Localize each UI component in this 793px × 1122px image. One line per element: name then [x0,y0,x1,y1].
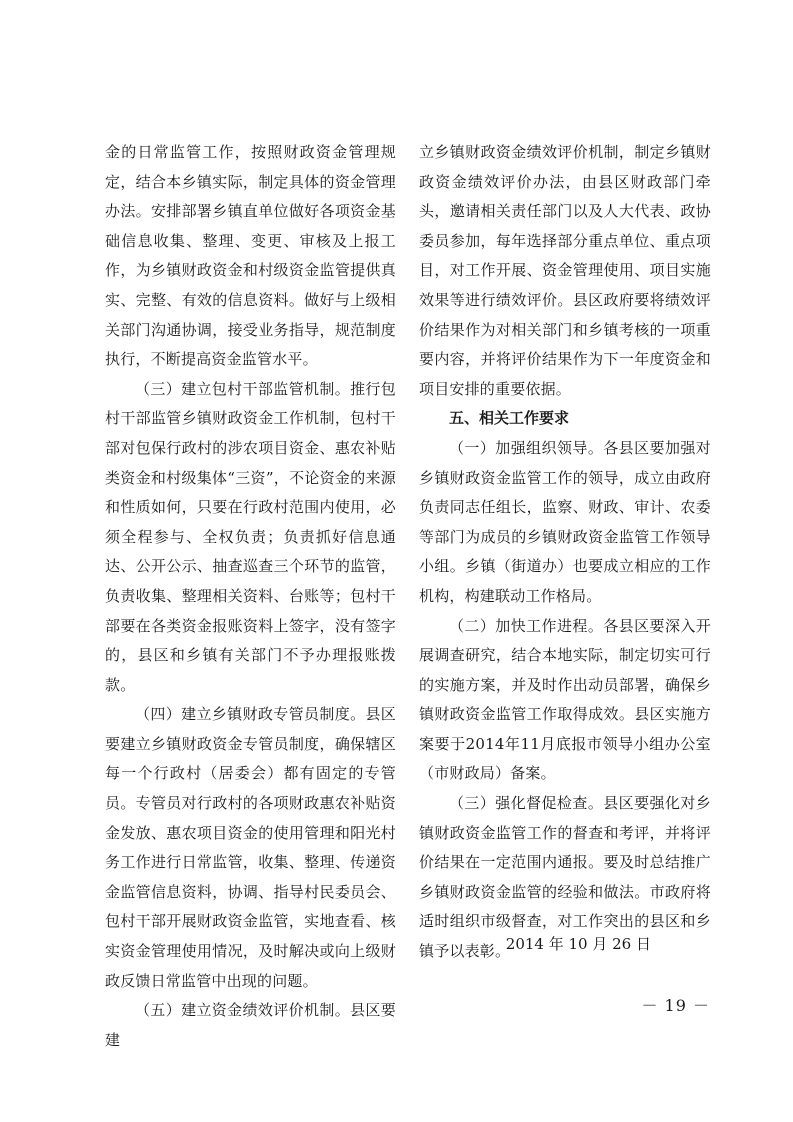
paragraph-organization-leadership: （一）加强组织领导。各县区要加强对乡镇财政资金监管工作的领导，成立由政府负责同志任组长，监察、财政、审计、农委等部门为成员的乡镇财政资金监管工作领导小组。乡镇（街道办）也要成立相应的工作机构，构建联动工作格局。 [419,438,711,605]
paragraph-village-cadre-mechanism: （三）建立包村干部监管机制。推行包村干部监管乡镇财政资金工作机制，包村干部对包保行政村的涉农项目资金、惠农补贴类资金和村级集体“三资”，不论资金的来源和性质如何，只要在行政村范围内使用，必须全程参与、全权负责；负责抓好信息通达、公开公示、抽查巡查三个环节的监管，负责收集、整理相关资料、台账等；包村干部要在各类资金报账资料上签字，没有签字的，县区和乡镇有关部门不予办理报账拨款。 [105,379,396,694]
paragraph-fund-supervision: 金的日常监管工作，按照财政资金管理规定，结合本乡镇实际，制定具体的资金管理办法。安排部署乡镇直单位做好各项资金基础信息收集、整理、变更、审核及上报工作，为乡镇财政资金和村级资金监管提供真实、完整、有效的信息资料。做好与上级相关部门沟通协调，接受业务指导，规范制度执行，不断提高资金监管水平。 [105,143,396,369]
paragraph-performance-evaluation-start: （五）建立资金绩效评价机制。县区要建 [105,1001,396,1049]
document-date: 2014 年 10 月 26 日 [505,935,651,953]
paragraph-supervision-inspection: （三）强化督促检查。县区要强化对乡镇财政资金监管工作的督查和考评，并将评价结果在一定范围内通报。要及时总结推广乡镇财政资金监管的经验和做法。市政府将适时组织市级督查，对工作突出的县区和乡镇予以表彰。 [419,794,711,961]
paragraph-work-progress: （二）加快工作进程。各县区要深入开展调查研究，结合本地实际，制定切实可行的实施方案，并及时作出动员部署，确保乡镇财政资金监管工作取得成效。县区实施方案要于2014年11月底报市领导小组办公室（市财政局）备案。 [419,616,711,783]
section-heading-requirements: 五、相关工作要求 [449,409,570,428]
left-column [105,138,396,1055]
paragraph-performance-evaluation-cont: 立乡镇财政资金绩效评价机制，制定乡镇财政资金绩效评价办法，由县区财政部门牵头，邀请相关责任部门以及人大代表、政协委员参加，每年选择部分重点单位、重点项目，对工作开展、资金管理使用、项目实施效果等进行绩效评价。县区政府要将绩效评价结果作为对相关部门和乡镇考核的一项重要内容，并将评价结果作为下一年度资金和项目安排的重要依据。 [419,143,711,398]
page-number: － 19 － [641,996,710,1015]
paragraph-special-manager-system: （四）建立乡镇财政专管员制度。县区要建立乡镇财政资金专管员制度，确保辖区每一个行政村（居委会）都有固定的专管员。专管员对行政村的各项财政惠农补贴资金发放、惠农项目资金的使用管理和阳光村务工作进行日常监管，收集、整理、传递资金监管信息资料，协调、指导村民委员会、包村干部开展财政资金监管，实地查看、核实资金管理使用情况，及时解决或向上级财政反馈日常监管中出现的问题。 [105,705,396,990]
right-column [419,138,711,967]
